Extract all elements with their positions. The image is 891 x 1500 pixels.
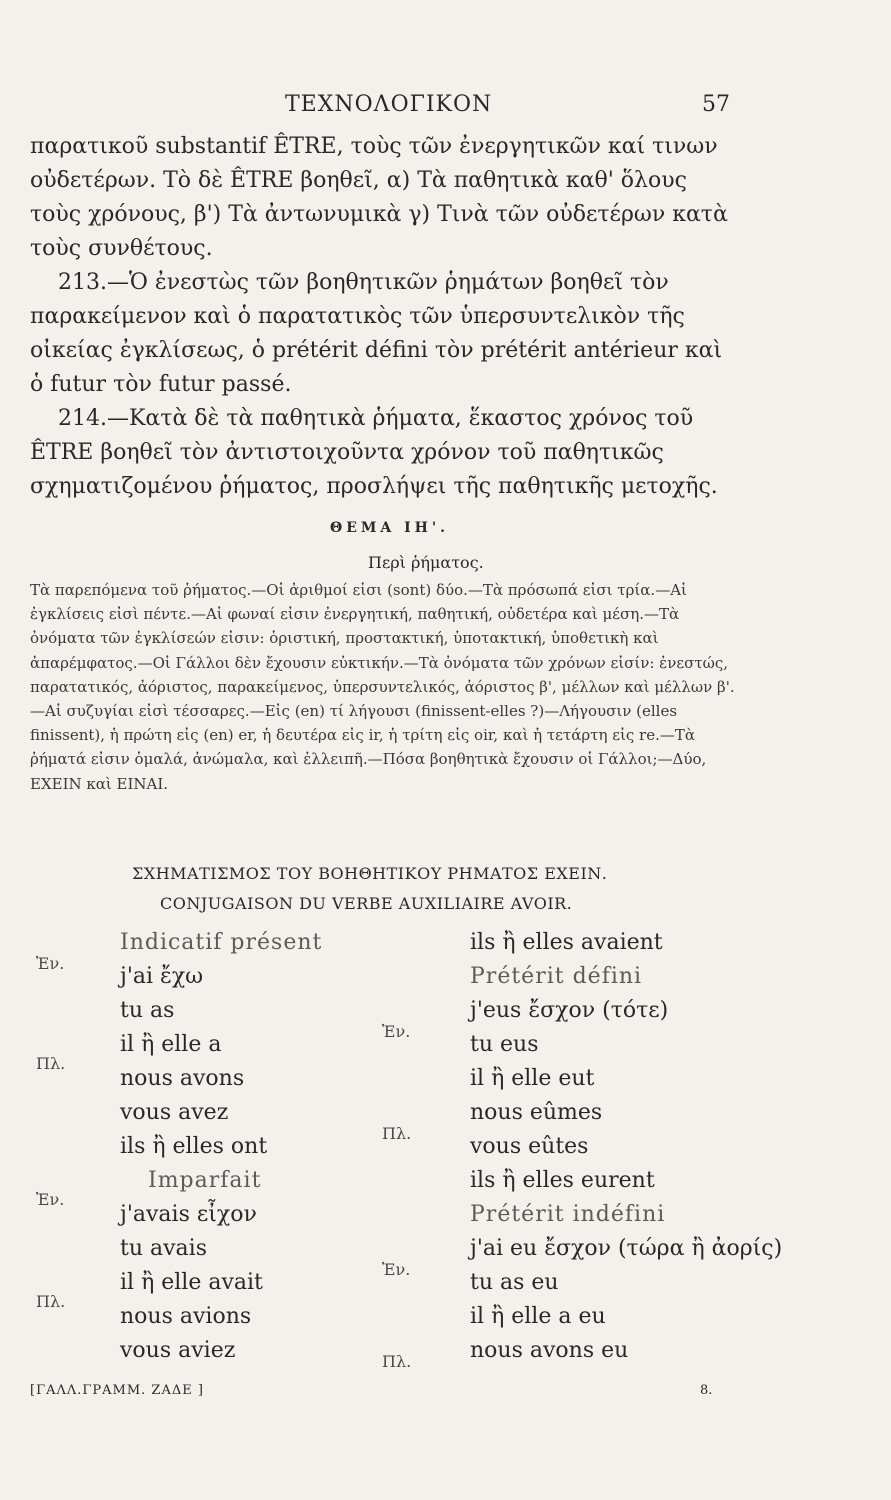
footer-signature: [ΓΑΛΛ.ΓΡΑΜΜ. ΖΑΔΕ ] — [30, 1383, 204, 1398]
conjugation-row: tu as — [120, 998, 175, 1023]
conjugation-row: j'ai ἔχω — [120, 964, 204, 989]
conjugation-row: nous avons eu — [470, 1338, 629, 1363]
conjugation-row: il ἢ elle eut — [470, 1066, 595, 1091]
paragraph-214: 214.—Κατὰ δὲ τὰ παθητικὰ ῥήματα, ἕκαστος χρόνος τοῦ ÊTRE βοηθεῖ τὸν ἀντιστοιχοῦντα χρόνον τοῦ παθητικῶς σχηματιζομένου ῥήματος, προσλήψει τῆς παθητικῆς μετοχῆς. — [30, 406, 718, 499]
running-title: ΤΕΧΝΟΛΟΓΙΚΟΝ — [285, 92, 493, 117]
conjugation-left-column — [120, 926, 322, 1368]
conjugation-row: vous eûtes — [470, 1134, 589, 1159]
conjugation-row: il ἢ elle a eu — [470, 1304, 606, 1329]
conjugation-row: ils ἢ elles ont — [120, 1134, 268, 1159]
conjugation-row: ils ἢ elles avaient — [470, 930, 663, 955]
conjugation-row: il ἢ elle a — [120, 1032, 222, 1057]
conjugation-row: j'ai eu ἔσχον (τώρα ἢ ἀορίς) — [470, 1236, 783, 1261]
conjugation-row: ils ἢ elles eurent — [470, 1168, 655, 1193]
conjugation-title-greek: ΣΧΗΜΑΤΙΣΜΟΣ ΤΟΥ ΒΟΗΘΗΤΙΚΟΥ ΡΗΜΑΤΟΣ ΕΧΕΙΝ. — [132, 864, 608, 883]
plural-mark: Πλ. — [382, 1124, 412, 1143]
singular-mark: Ἑν. — [36, 1190, 65, 1209]
conjugation-row: tu as eu — [470, 1270, 559, 1295]
conjugation-row: nous eûmes — [470, 1100, 603, 1125]
conjugation-row: tu avais — [120, 1236, 207, 1261]
singular-mark: Ἑν. — [36, 954, 65, 973]
tense-title: Imparfait — [148, 1168, 262, 1193]
running-head — [0, 92, 891, 126]
conjugation-row: vous aviez — [120, 1338, 236, 1363]
conjugation-row: il ἢ elle avait — [120, 1270, 263, 1295]
theme-heading: ΘΕΜΑ ΙΗ'. — [330, 520, 450, 536]
singular-mark: Ἑν. — [382, 1260, 411, 1279]
singular-mark: Ἑν. — [382, 1022, 411, 1041]
paragraph-continued: παρατικοῦ substantif ÊTRE, τοὺς τῶν ἐνεργητικῶν καί τινων οὐδετέρων. Τὸ δὲ ÊTRE βοηθεῖ, α) Τὰ παθητικὰ καθ' ὅλους τοὺς χρόνους, β') Τὰ ἀντωνυμικὰ γ) Τινὰ τῶν οὐδετέρων κατὰ τοὺς συνθέτους. — [30, 134, 728, 261]
tense-title: Indicatif présent — [120, 930, 323, 955]
plural-mark: Πλ. — [36, 1292, 66, 1311]
exercise-text: Τὰ παρεπόμενα τοῦ ῥήματος.—Οἱ ἀριθμοί εἰσι (sont) δύο.—Τὰ πρόσωπά εἰσι τρία.—Αἱ ἐγκλίσεις εἰσὶ πέντε.—Αἱ φωναί εἰσιν ἐνεργητική, παθητική, οὐδετέρα καὶ μέση.—Τὰ ὀνόματα τῶν ἐγκλίσεών εἰσιν: ὁριστική, προστακτική, ὑποτακτική, ὑποθετικὴ καὶ ἀπαρέμφατος.—Οἱ Γάλλοι δὲν ἔχουσιν εὐκτικήν.—Τὰ ὀνόματα τῶν χρόνων εἰσίν: ἐνεστώς, παρατατικός, ἀόριστος, παρακείμενος, ὑπερσυντελικός, ἀόριστος β', μέλλων καὶ μέλλων β'.—Αἱ συζυγίαι εἰσὶ τέσσαρες.—Εἰς (en) τί λήγουσι (finissent-elles ?)—Λήγουσιν (elles finissent), ἡ πρώτη εἰς (en) er, ἡ δευτέρα εἰς ir, ἡ τρίτη εἰς oir, καὶ ἡ τετάρτη εἰς re.—Τὰ ῥήματά εἰσιν ὁμαλά, ἀνώμαλα, καὶ ἐλλειπῆ.—Πόσα βοηθητικὰ ἔχουσιν οἱ Γάλλοι;—Δύο, ΕΧΕΙΝ καὶ ΕΙΝΑΙ. — [30, 581, 735, 793]
conjugation-row: j'avais εἶχον — [120, 1202, 257, 1227]
conjugation-row: vous avez — [120, 1100, 229, 1125]
tense-title: Prétérit indéfini — [470, 1202, 666, 1227]
conjugation-right-column — [470, 926, 782, 1368]
conjugation-row: j'eus ἔσχον (τότε) — [470, 998, 669, 1023]
theme-subheading: Περὶ ῥήματος. — [368, 553, 484, 572]
paragraph-213: 213.—Ὁ ἐνεστὼς τῶν βοηθητικῶν ῥημάτων βοηθεῖ τὸν παρακείμενον καὶ ὁ παρατατικὸς τῶν ὑπερσυντελικὸν τῆς οἰκείας ἐγκλίσεως, ὁ prétérit défini τὸν prétérit antérieur καὶ ὁ futur τὸν futur passé. — [30, 270, 723, 397]
conjugation-row: nous avons — [120, 1066, 245, 1091]
conjugation-row: nous avions — [120, 1304, 252, 1329]
page-number: 57 — [702, 92, 730, 117]
conjugation-title-french: CONJUGAISON DU VERBE AUXILIAIRE AVOIR. — [160, 894, 573, 913]
plural-mark: Πλ. — [382, 1352, 412, 1371]
conjugation-row: tu eus — [470, 1032, 539, 1057]
sheet-number: 8. — [700, 1383, 713, 1398]
tense-title: Prétérit défini — [470, 964, 643, 989]
plural-mark: Πλ. — [36, 1054, 66, 1073]
